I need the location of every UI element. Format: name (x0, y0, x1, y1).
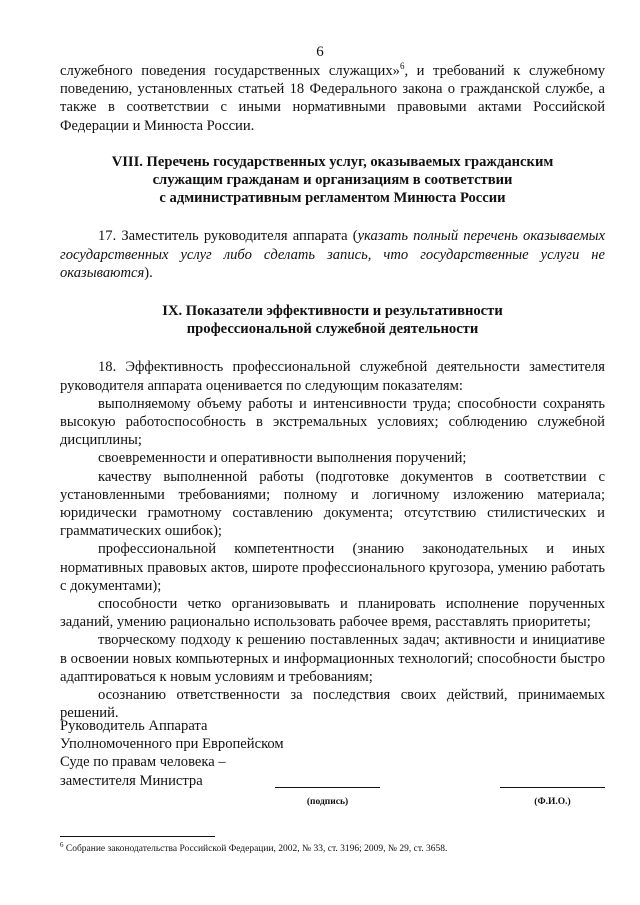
paragraph-17 (60, 227, 605, 282)
section-9-heading-line-1: IX. Показатели эффективности и результативности (162, 303, 503, 320)
intro-text-end: , и требований к служебному поведению, установленных статьей 18 Федерального закона о гражданской службе, а также в соответствии с иными нормативными правовыми актами Российской Федерации и Минюста России. (60, 63, 605, 134)
section-9-heading (60, 302, 605, 338)
name-line (500, 787, 605, 788)
signatory-line-1: Руководитель Аппарата (60, 718, 208, 734)
footnote-divider (60, 836, 215, 837)
section-9-heading-line-2: профессиональной служебной деятельности (186, 321, 479, 338)
signature-caption: (подпись) (306, 797, 349, 807)
paragraph-17-text: 17. Заместитель руководителя аппарата ( (98, 228, 358, 245)
intro-text-start: служебного поведения государственных служащих» (60, 63, 400, 79)
signature-block (60, 717, 605, 817)
section-8-heading-line-2: служащим гражданам и организациям в соответствии (152, 172, 513, 189)
criterion-item: осознанию ответственности за последствия своих действий, принимаемых решений. (60, 687, 605, 722)
paragraph-18: 18. Эффективность профессиональной служебной деятельности заместителя руководителя аппарата оценивается по следующим показателям: (60, 359, 605, 394)
intro-paragraph (60, 62, 605, 135)
footnote (60, 840, 605, 855)
signatory-line-4: заместителя Министра (60, 772, 203, 789)
criterion-item: качеству выполненной работы (подготовке документов в соответствии с установленными требованиями; полному и логичному изложению материала; юридически грамотному составлению документа; отсутствию стилистических и грамматических ошибок); (60, 468, 605, 540)
signatory-line-3: Суде по правам человека – (60, 754, 226, 771)
footnote-text: Собрание законодательства Российской Федерации, 2002, № 33, ст. 3196; 2009, № 29, ст. 3658. (63, 844, 448, 854)
criterion-item: выполняемому объему работы и интенсивности труда; способности сохранять высокую работоспособность в экстремальных условиях; соблюдению служебной дисциплины; (60, 395, 605, 449)
name-caption: (Ф.И.О.) (534, 797, 571, 807)
section-8-heading-line-3: с административным регламентом Минюста России (159, 190, 506, 207)
footnote-number: 6 (60, 840, 64, 849)
section-8-heading (60, 153, 605, 208)
criterion-item: профессиональной компетентности (знанию законодательных и иных нормативных правовых актов, широте профессионального кругозора, умению работать с документами); (60, 541, 605, 594)
signatory-title (60, 717, 284, 790)
criterion-item: способности четко организовывать и планировать исполнение порученных заданий, умению рационально использовать рабочее время, расставлять приоритеты; (60, 596, 605, 631)
paragraph-17-italic: указать полный перечень оказываемых государственных услуг либо сделать запись, что государственные услуги не оказываются (60, 228, 606, 281)
criterion-item: творческому подходу к решению поставленных задач; активности и инициативе в освоении новых компьютерных и информационных технологий; способности быстро адаптироваться к новым условиям и требованиям; (60, 632, 605, 685)
section-8-heading-line-1: VIII. Перечень государственных услуг, оказываемых гражданским (111, 153, 554, 170)
document-body (60, 62, 605, 723)
page-number: 6 (316, 44, 324, 60)
footnote-ref: 6 (399, 61, 405, 72)
criterion-item: своевременности и оперативности выполнения поручений; (98, 450, 467, 467)
paragraph-17-end: ). (144, 264, 153, 281)
signatory-line-2: Уполномоченного при Европейском (60, 736, 284, 753)
signature-line (275, 787, 380, 788)
